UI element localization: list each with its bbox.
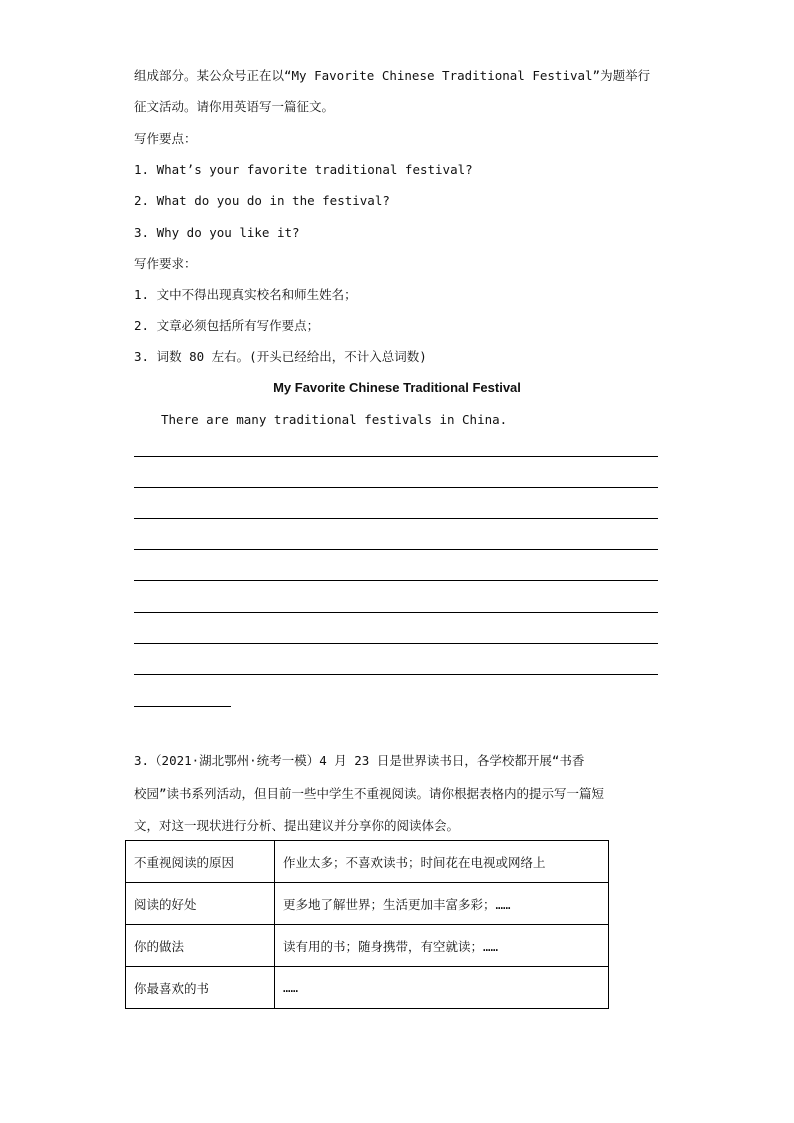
- question-3-line-1: 3.（2021·湖北鄂州·统考一模）4 月 23 日是世界读书日，各学校都开展“书香: [134, 753, 585, 768]
- table-row-content: 更多地了解世界；生活更加丰富多彩；……: [275, 883, 609, 925]
- table-row-label: 不重视阅读的原因: [126, 841, 275, 883]
- table-row: [126, 883, 609, 925]
- table-row-label: 你的做法: [126, 925, 275, 967]
- answer-line: [134, 487, 658, 488]
- writing-points-heading: 写作要点：: [134, 131, 197, 146]
- answer-line-short: [134, 706, 231, 707]
- answer-line: [134, 580, 658, 581]
- answer-line: [134, 643, 658, 644]
- table-row: [126, 967, 609, 1009]
- answer-line: [134, 674, 658, 675]
- table-row-content: 读有用的书；随身携带，有空就读；……: [275, 925, 609, 967]
- table-row-content: 作业太多；不喜欢读书；时间花在电视或网络上: [275, 841, 609, 883]
- table-row-label: 阅读的好处: [126, 883, 275, 925]
- writing-point-2: 2. What do you do in the festival?: [134, 193, 390, 208]
- answer-line: [134, 456, 658, 457]
- answer-line: [134, 549, 658, 550]
- writing-point-3: 3. Why do you like it?: [134, 225, 300, 240]
- question-3-line-3: 文，对这一现状进行分析、提出建议并分享你的阅读体会。: [134, 818, 460, 833]
- answer-line: [134, 518, 658, 519]
- writing-requirement-2: 2. 文章必须包括所有写作要点；: [134, 318, 320, 333]
- essay-opening-sentence: There are many traditional festivals in China.: [161, 412, 508, 427]
- table-row: [126, 841, 609, 883]
- writing-requirement-3: 3. 词数 80 左右。(开头已经给出，不计入总词数): [134, 349, 427, 364]
- reading-prompt-table: [125, 840, 609, 1009]
- table-row: [126, 925, 609, 967]
- essay-title: My Favorite Chinese Traditional Festival: [273, 380, 521, 395]
- answer-line: [134, 612, 658, 613]
- writing-point-1: 1. What’s your favorite traditional festival?: [134, 162, 473, 177]
- table-row-label: 你最喜欢的书: [126, 967, 275, 1009]
- question-3-line-2: 校园”读书系列活动，但目前一些中学生不重视阅读。请你根据表格内的提示写一篇短: [134, 786, 605, 801]
- intro-line-1: 组成部分。某公众号正在以“My Favorite Chinese Traditional Festival”为题举行: [134, 68, 651, 83]
- writing-requirement-1: 1. 文中不得出现真实校名和师生姓名；: [134, 287, 357, 302]
- writing-requirements-heading: 写作要求：: [134, 256, 197, 271]
- table-row-content: ……: [275, 967, 609, 1009]
- intro-line-2: 征文活动。请你用英语写一篇征文。: [134, 99, 335, 114]
